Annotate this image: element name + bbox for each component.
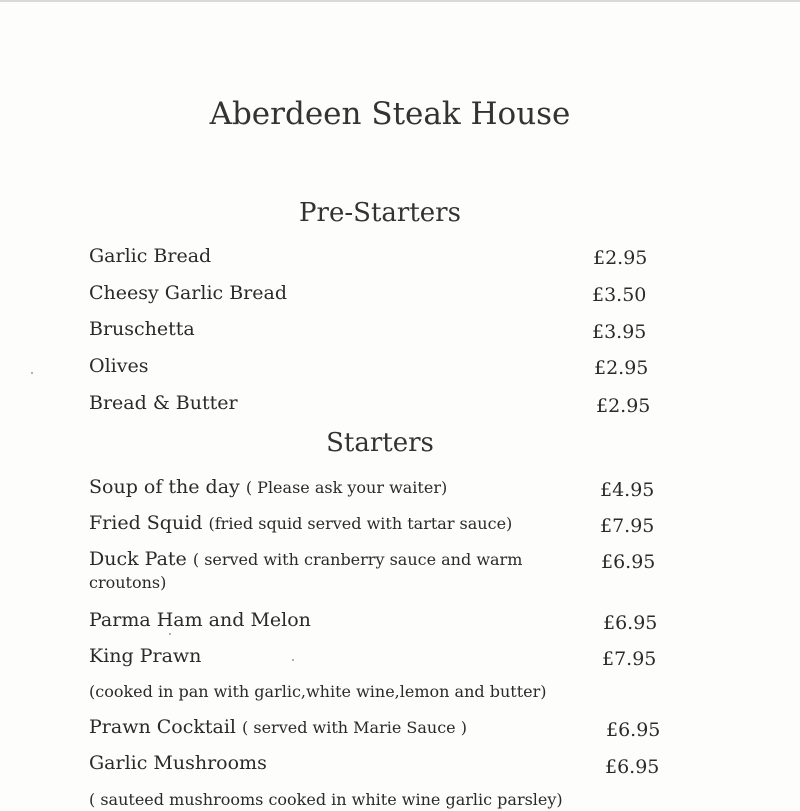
menu-item-name: Fried Squid (89, 512, 203, 534)
scan-speck (169, 633, 171, 635)
menu-item-price: £3.95 (592, 321, 647, 343)
menu-item-price: £6.95 (603, 612, 658, 634)
menu-item (89, 512, 512, 535)
menu-item-name: Parma Ham and Melon (89, 609, 311, 631)
scan-speck (292, 659, 294, 661)
menu-item (89, 548, 522, 571)
menu-item-note: ( Please ask your waiter) (245, 478, 448, 497)
menu-item-note: (cooked in pan with garlic,white wine,lemon and butter) (89, 682, 547, 701)
menu-item-name: Garlic Mushrooms (89, 752, 267, 774)
menu-item-price: £2.95 (594, 357, 649, 379)
menu-item-price: £3.50 (592, 284, 647, 306)
scan-speck (31, 372, 33, 374)
menu-item-name: Soup of the day (89, 476, 240, 498)
restaurant-title: Aberdeen Steak House (209, 96, 571, 132)
menu-item-price: £6.95 (605, 756, 660, 778)
menu-item-name: King Prawn (89, 645, 202, 667)
section-heading-pre-starters: Pre-Starters (299, 198, 461, 228)
menu-item-note: ( served with Marie Sauce ) (242, 718, 467, 737)
menu-item-price: £2.95 (593, 247, 648, 269)
menu-item (89, 476, 447, 499)
menu-item-note: croutons) (89, 573, 167, 592)
menu-item-note: ( sauteed mushrooms cooked in white wine garlic parsley) (89, 790, 563, 809)
menu-item-name: Duck Pate (89, 548, 187, 570)
menu-item-name: Bread & Butter (89, 392, 238, 414)
section-heading-starters: Starters (326, 428, 434, 458)
menu-item-name: Prawn Cocktail (89, 716, 236, 738)
menu-item-price: £7.95 (600, 515, 655, 537)
menu-item-note: ( served with cranberry sauce and warm (192, 550, 523, 569)
menu-item-price: £2.95 (596, 395, 651, 417)
menu-item-price: £6.95 (606, 719, 661, 741)
menu-item (89, 716, 467, 739)
menu-item-name: Bruschetta (89, 318, 195, 340)
menu-item-note: (fried squid served with tartar sauce) (208, 514, 513, 533)
scan-edge-line (0, 0, 800, 2)
menu-item-name: Garlic Bread (89, 245, 212, 267)
menu-item-name: Olives (89, 355, 149, 377)
menu-item-price: £7.95 (602, 648, 657, 670)
menu-item-price: £6.95 (601, 551, 656, 573)
menu-item-price: £4.95 (600, 479, 655, 501)
menu-item-name: Cheesy Garlic Bread (89, 282, 287, 304)
